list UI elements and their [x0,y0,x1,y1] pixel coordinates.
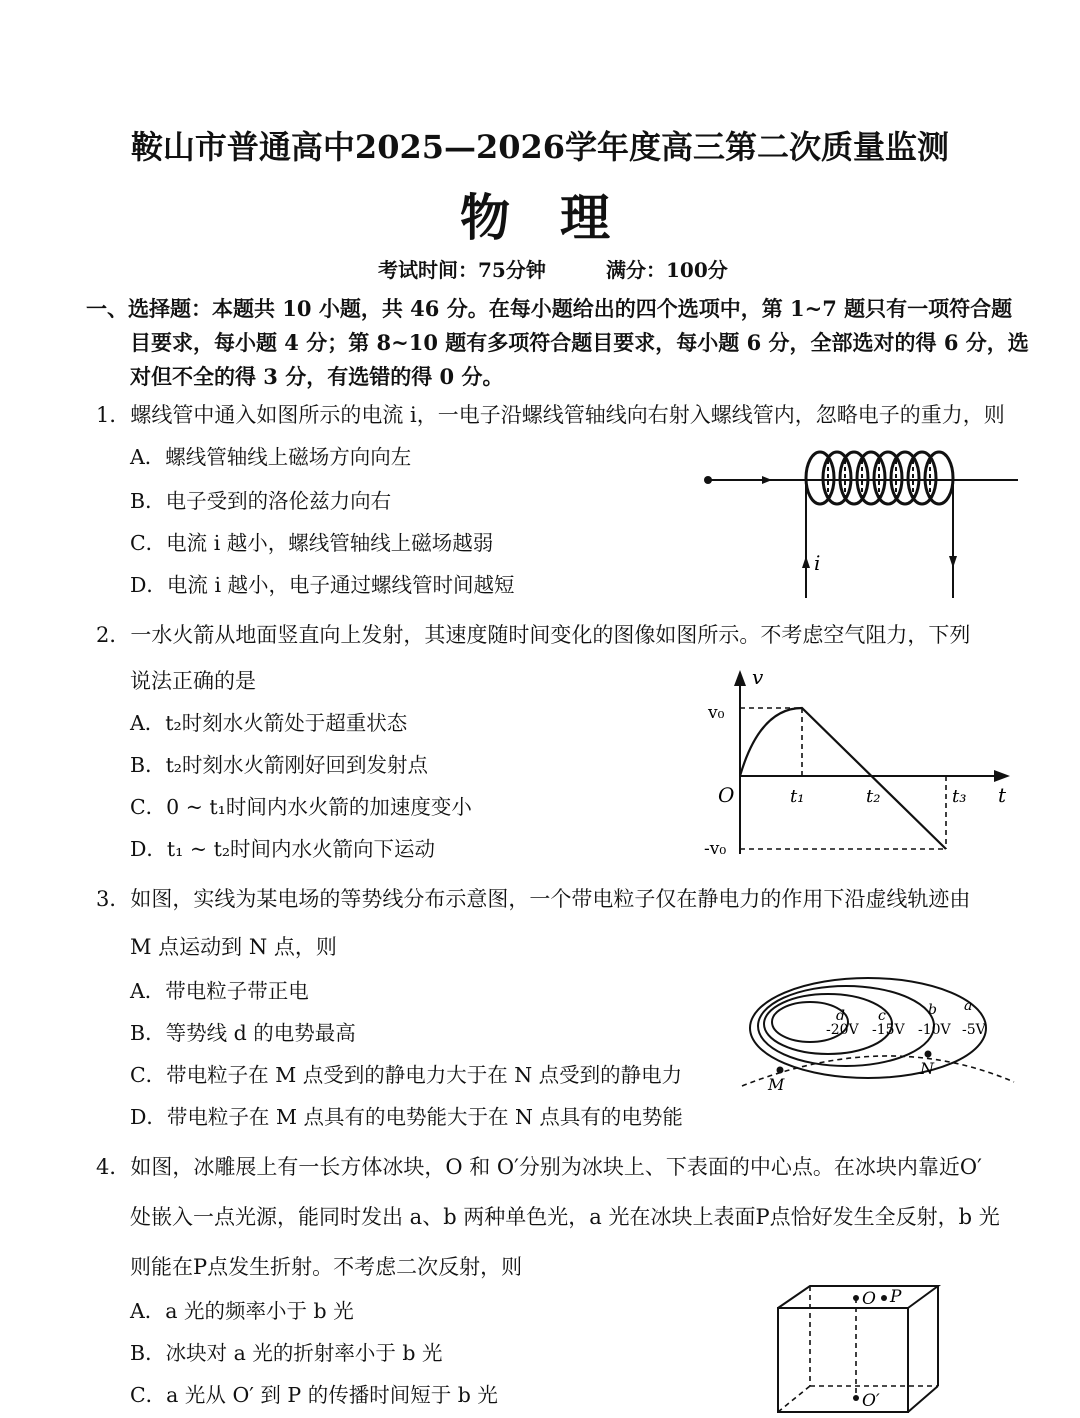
q4-option-a: A．a 光的频率小于 b 光 [130,1299,354,1323]
q1-option-a: A．螺线管轴线上磁场方向向左 [130,445,412,469]
t2-tick-label: t₂ [866,786,881,807]
subject-title: 物理 [460,188,660,247]
t1-tick-label: t₁ [790,786,805,807]
line-a-label: a [964,998,973,1014]
q3-stem-line-1: 3．如图，实线为某电场的等势线分布示意图，一个带电粒子仅在静电力的作用下沿虚线轨迹由 [96,887,971,911]
exam-time: 考试时间：75分钟 [378,258,546,282]
t-axis-label: t [998,783,1007,807]
line-d-label: d [836,1008,845,1024]
q3-stem-line-2: M 点运动到 N 点，则 [130,935,337,959]
v-axis-label: v [752,665,764,689]
q3-option-b: B．等势线 d 的电势最高 [130,1021,356,1045]
q2-option-d: D．t₁ ~ t₂时间内水火箭向下运动 [130,837,436,861]
point-o-label: O [862,1289,876,1309]
exam-title: 鞍山市普通高中2025—2026学年度高三第二次质量监测 [130,128,950,166]
origin-label: O [718,783,735,807]
q2-option-a: A．t₂时刻水火箭处于超重状态 [130,711,408,735]
q2-stem-line-1: 2．一水火箭从地面竖直向上发射，其速度随时间变化的图像如图所示。不考虑空气阻力，下列 [96,623,971,647]
line-c-potential: -15V [872,1022,905,1038]
q2-option-b: B．t₂时刻水火箭刚好回到发射点 [130,753,429,777]
equipotential-figure [738,970,1028,1100]
q4-stem-line-2: 处嵌入一点光源，能同时发出 a、b 两种单色光，a 光在冰块上表面P点恰好发生全反射，b 光 [130,1205,1000,1229]
point-m-label: M [768,1075,785,1094]
v0-tick-label: v₀ [708,703,725,723]
velocity-time-graph [700,664,1030,864]
line-d-potential: -20V [826,1022,859,1038]
ice-block-figure [772,1280,944,1416]
q3-option-a: A．带电粒子带正电 [130,979,309,1003]
q4-stem-line-3: 则能在P点发生折射。不考虑二次反射，则 [130,1255,523,1279]
point-p-label: P [890,1287,902,1307]
q1-option-b: B．电子受到的洛伦兹力向右 [130,489,392,513]
q1-option-c: C．电流 i 越小，螺线管轴线上磁场越弱 [130,531,494,555]
line-a-potential: -5V [962,1022,986,1038]
q1-stem: 1．螺线管中通入如图所示的电流 i，一电子沿螺线管轴线向右射入螺线管内，忽略电子的重力，则 [96,403,1005,427]
t3-tick-label: t₃ [952,786,967,807]
current-label: i [814,551,821,575]
q4-option-c: C．a 光从 O′ 到 P 的传播时间短于 b 光 [130,1383,498,1407]
q3-option-c: C．带电粒子在 M 点受到的静电力大于在 N 点受到的静电力 [130,1063,683,1087]
neg-v0-tick-label: -v₀ [704,839,727,859]
q1-option-d: D．电流 i 越小，电子通过螺线管时间越短 [130,573,515,597]
section-instruction-line-1: 一、选择题：本题共 10 小题，共 46 分。在每小题给出的四个选项中，第 1~7 题只有一项符合题 [86,296,1013,321]
section-instruction-line-3: 对但不全的得 3 分，有选错的得 0 分。 [130,364,504,389]
line-c-label: c [878,1008,886,1024]
q4-stem-line-1: 4．如图，冰雕展上有一长方体冰块，O 和 O′分别为冰块上、下表面的中心点。在冰块内靠近O′ [96,1155,982,1179]
q3-option-d: D．带电粒子在 M 点具有的电势能大于在 N 点具有的电势能 [130,1105,683,1129]
line-b-potential: -10V [918,1022,951,1038]
full-score: 满分：100分 [606,258,728,282]
line-b-label: b [928,1002,937,1018]
q2-stem-line-2: 说法正确的是 [130,669,256,693]
point-n-label: N [920,1059,934,1078]
section-instruction-line-2: 目要求，每小题 4 分；第 8~10 题有多项符合题目要求，每小题 6 分，全部选对的得 6 分，选 [130,330,1029,355]
point-o-prime-label: O′ [862,1391,880,1411]
q2-option-c: C．0 ~ t₁时间内水火箭的加速度变小 [130,795,472,819]
q4-option-b: B．冰块对 a 光的折射率小于 b 光 [130,1341,443,1365]
solenoid-figure [700,440,1030,605]
